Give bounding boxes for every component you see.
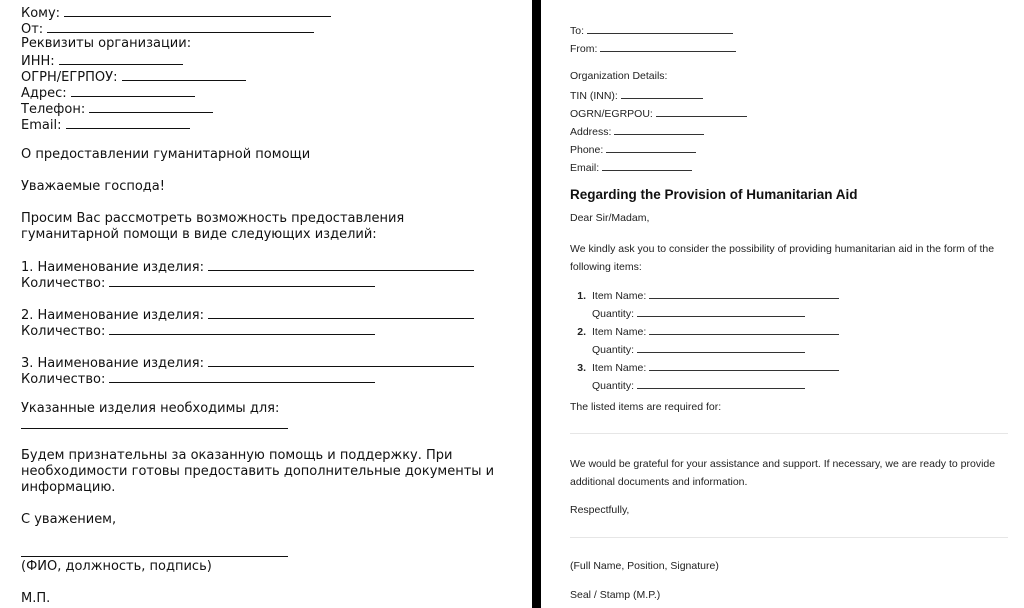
required-for-label: The listed items are required for:: [570, 401, 722, 413]
phone-label: Телефон:: [21, 102, 86, 117]
address-label: Address:: [570, 126, 612, 138]
phone-field: [570, 142, 696, 156]
greeting: Dear Sir/Madam,: [570, 212, 650, 224]
to-field: [570, 23, 733, 37]
to-line: [64, 4, 331, 17]
subject-heading: Regarding the Provision of Humanitarian Aid: [570, 187, 858, 202]
stamp-label: Seal / Stamp (M.P.): [570, 589, 661, 601]
item-name-label: Item Name:: [592, 290, 647, 302]
item-quantity-label: Quantity:: [592, 308, 635, 320]
item-quantity-line: [109, 370, 375, 383]
item-name-field: [570, 324, 839, 338]
item-number: 1.: [577, 290, 586, 302]
item-name-label: 2. Наименование изделия:: [21, 308, 204, 323]
required-for-line: [21, 416, 288, 429]
item-name-line: [208, 306, 474, 319]
address-line: [614, 124, 704, 135]
from-label: От:: [21, 22, 44, 37]
to-line: [587, 23, 733, 34]
item-name-line: [649, 324, 839, 335]
stamp-label: М.П.: [21, 591, 51, 606]
item-number: 3.: [577, 362, 586, 374]
org-details-heading: Organization Details:: [570, 70, 668, 82]
english-letter: [541, 0, 1024, 608]
ogrn-line: [656, 106, 747, 117]
inn-label: ИНН:: [21, 54, 55, 69]
request-paragraph: We kindly ask you to consider the possibility of providing humanitarian aid in the form of the following items:: [570, 243, 995, 273]
item-quantity-field: [21, 322, 375, 340]
item-quantity-field: [21, 274, 375, 292]
tin-field: [570, 88, 703, 102]
tin-label: TIN (INN):: [570, 90, 618, 102]
email-field: [570, 160, 692, 174]
item-quantity-label: Quantity:: [592, 380, 635, 392]
email-line: [602, 160, 692, 171]
item-quantity-label: Количество:: [21, 372, 106, 387]
tin-line: [621, 88, 703, 99]
item-quantity-line: [637, 342, 805, 353]
item-name-field: [570, 288, 839, 302]
email-label: Email:: [570, 162, 600, 174]
item-quantity-line: [109, 322, 375, 335]
from-field: [570, 41, 736, 55]
item-quantity-line: [109, 274, 375, 287]
ogrn-label: ОГРН/ЕГРПОУ:: [21, 70, 118, 85]
required-for-label: Указанные изделия необходимы для:: [21, 401, 280, 416]
item-quantity-label: Количество:: [21, 276, 106, 291]
item-name-label: 1. Наименование изделия:: [21, 260, 204, 275]
greeting: Уважаемые господа!: [21, 179, 165, 194]
signature-caption: (Full Name, Position, Signature): [570, 560, 719, 572]
from-line: [600, 41, 736, 52]
signature-line: [21, 544, 288, 557]
item-name-line: [208, 258, 474, 271]
item-quantity-field: [21, 370, 375, 388]
subject: О предоставлении гуманитарной помощи: [21, 147, 311, 162]
item-name-line: [208, 354, 474, 367]
to-label: To:: [570, 25, 585, 37]
ogrn-label: OGRN/EGRPOU:: [570, 108, 653, 120]
item-quantity-label: Quantity:: [592, 344, 635, 356]
phone-line: [89, 100, 213, 113]
email-line: [66, 116, 190, 129]
item-quantity-line: [637, 306, 805, 317]
from-label: From:: [570, 43, 598, 55]
item-name-field: [570, 360, 839, 374]
phone-label: Phone:: [570, 144, 604, 156]
email-label: Email:: [21, 118, 62, 133]
address-line: [71, 84, 195, 97]
address-label: Адрес:: [21, 86, 67, 101]
item-name-line: [649, 360, 839, 371]
to-label: Кому:: [21, 6, 61, 21]
email-field: [21, 116, 190, 134]
phone-line: [606, 142, 696, 153]
item-quantity-field: [592, 342, 805, 356]
item-quantity-field: [592, 306, 805, 320]
item-number: 2.: [577, 326, 586, 338]
signature-caption: (ФИО, должность, подпись): [21, 559, 212, 574]
item-quantity-label: Количество:: [21, 324, 106, 339]
org-details-heading: Реквизиты организации:: [21, 36, 192, 51]
closing: С уважением,: [21, 512, 117, 527]
item-name-label: Item Name:: [592, 326, 647, 338]
required-for-line: [570, 433, 1008, 434]
signature-line: [570, 537, 1008, 538]
item-quantity-line: [637, 378, 805, 389]
item-name-line: [649, 288, 839, 299]
closing: Respectfully,: [570, 504, 630, 516]
gratitude-paragraph: We would be grateful for your assistance and support. If necessary, we are ready to provide additional documents and information.: [570, 458, 996, 488]
gratitude-paragraph: Будем признательны за оказанную помощь и поддержку. При необходимости готовы предоставить дополнительные документы и информацию.: [21, 448, 495, 495]
request-paragraph: Просим Вас рассмотреть возможность предоставления гуманитарной помощи в виде следующих изделий:: [21, 211, 405, 242]
item-name-label: Item Name:: [592, 362, 647, 374]
item-name-label: 3. Наименование изделия:: [21, 356, 204, 371]
address-field: [570, 124, 704, 138]
from-line: [47, 20, 314, 33]
item-quantity-field: [592, 378, 805, 392]
inn-line: [59, 52, 183, 65]
ogrn-field: [570, 106, 747, 120]
ogrn-line: [122, 68, 246, 81]
page-divider: [532, 0, 541, 608]
